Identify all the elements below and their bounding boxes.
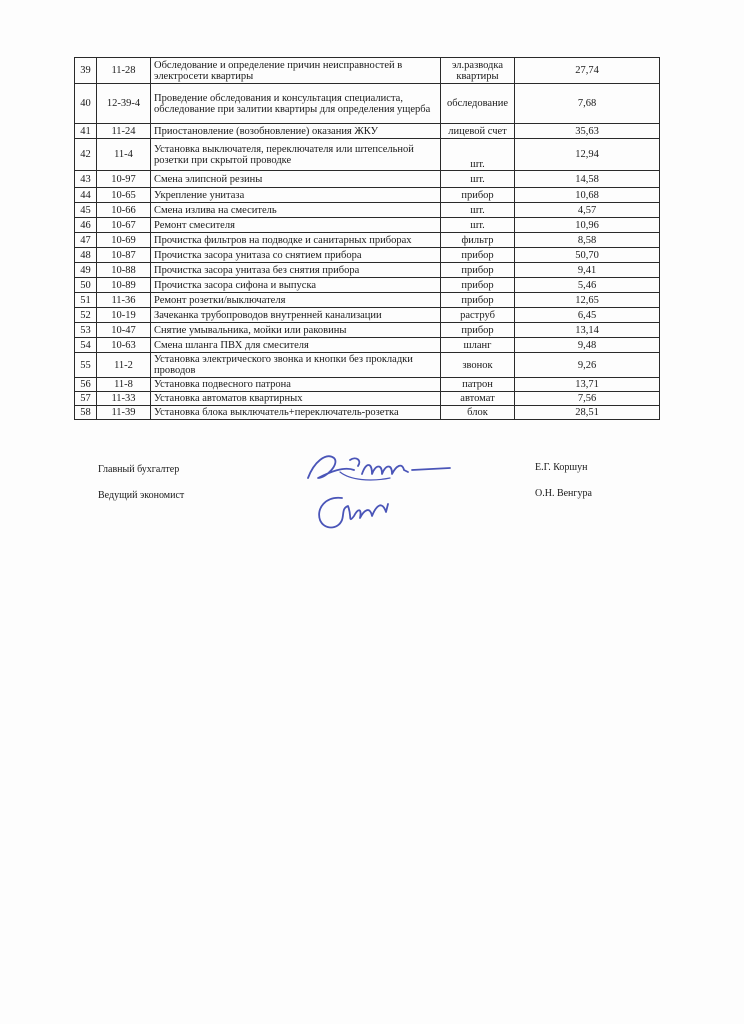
row-unit: обследование bbox=[441, 84, 515, 124]
row-number: 57 bbox=[75, 392, 97, 406]
table-row bbox=[75, 263, 660, 278]
chief-accountant-signature bbox=[300, 448, 460, 486]
row-unit: прибор bbox=[441, 263, 515, 278]
row-number: 50 bbox=[75, 278, 97, 293]
row-code: 12-39-4 bbox=[97, 84, 151, 124]
row-unit: прибор bbox=[441, 323, 515, 338]
table-row bbox=[75, 406, 660, 420]
row-number: 52 bbox=[75, 308, 97, 323]
row-code: 10-19 bbox=[97, 308, 151, 323]
row-price: 14,58 bbox=[515, 171, 660, 188]
row-code: 11-8 bbox=[97, 378, 151, 392]
row-price: 8,58 bbox=[515, 233, 660, 248]
row-code: 11-2 bbox=[97, 353, 151, 378]
row-service-name: Прочистка засора унитаза со снятием прибора bbox=[151, 248, 441, 263]
row-unit: звонок bbox=[441, 353, 515, 378]
row-number: 49 bbox=[75, 263, 97, 278]
row-price: 4,57 bbox=[515, 203, 660, 218]
table-row bbox=[75, 233, 660, 248]
row-service-name: Прочистка засора сифона и выпуска bbox=[151, 278, 441, 293]
row-service-name: Укрепление унитаза bbox=[151, 188, 441, 203]
table-row bbox=[75, 353, 660, 378]
table-row bbox=[75, 378, 660, 392]
row-number: 42 bbox=[75, 139, 97, 171]
economist-title: Ведущий экономист bbox=[98, 490, 185, 501]
price-table-body bbox=[75, 58, 660, 420]
row-number: 48 bbox=[75, 248, 97, 263]
chief-accountant-name: Е.Г. Коршун bbox=[535, 462, 588, 473]
chief-accountant-title: Главный бухгалтер bbox=[98, 464, 180, 475]
economist-signature bbox=[312, 490, 402, 538]
row-service-name: Установка выключателя, переключателя или штепсельной розетки при скрытой проводке bbox=[151, 139, 441, 171]
table-row bbox=[75, 248, 660, 263]
table-row bbox=[75, 171, 660, 188]
row-number: 43 bbox=[75, 171, 97, 188]
row-price: 50,70 bbox=[515, 248, 660, 263]
row-number: 39 bbox=[75, 58, 97, 84]
row-code: 11-39 bbox=[97, 406, 151, 420]
row-price: 9,48 bbox=[515, 338, 660, 353]
table-row bbox=[75, 84, 660, 124]
row-service-name: Снятие умывальника, мойки или раковины bbox=[151, 323, 441, 338]
row-price: 13,71 bbox=[515, 378, 660, 392]
row-service-name: Приостановление (возобновление) оказания ЖКУ bbox=[151, 124, 441, 139]
row-price: 13,14 bbox=[515, 323, 660, 338]
row-number: 55 bbox=[75, 353, 97, 378]
row-unit: раструб bbox=[441, 308, 515, 323]
table-row bbox=[75, 188, 660, 203]
row-code: 10-67 bbox=[97, 218, 151, 233]
row-price: 10,68 bbox=[515, 188, 660, 203]
row-service-name: Ремонт розетки/выключателя bbox=[151, 293, 441, 308]
row-number: 45 bbox=[75, 203, 97, 218]
row-unit: прибор bbox=[441, 188, 515, 203]
table-row bbox=[75, 278, 660, 293]
row-service-name: Обследование и определение причин неисправностей в электросети квартиры bbox=[151, 58, 441, 84]
table-row bbox=[75, 139, 660, 171]
row-unit: патрон bbox=[441, 378, 515, 392]
row-service-name: Установка автоматов квартирных bbox=[151, 392, 441, 406]
price-table bbox=[74, 57, 660, 420]
row-number: 47 bbox=[75, 233, 97, 248]
row-code: 10-97 bbox=[97, 171, 151, 188]
row-price: 5,46 bbox=[515, 278, 660, 293]
row-code: 10-69 bbox=[97, 233, 151, 248]
row-number: 41 bbox=[75, 124, 97, 139]
row-price: 12,94 bbox=[515, 139, 660, 171]
row-price: 35,63 bbox=[515, 124, 660, 139]
row-service-name: Проведение обследования и консультация специалиста, обследование при залитии квартиры для определения ущерба bbox=[151, 84, 441, 124]
table-row bbox=[75, 392, 660, 406]
row-service-name: Ремонт смесителя bbox=[151, 218, 441, 233]
row-unit: лицевой счет bbox=[441, 124, 515, 139]
row-price: 10,96 bbox=[515, 218, 660, 233]
row-unit: шланг bbox=[441, 338, 515, 353]
row-code: 10-47 bbox=[97, 323, 151, 338]
row-number: 46 bbox=[75, 218, 97, 233]
row-number: 54 bbox=[75, 338, 97, 353]
row-price: 9,41 bbox=[515, 263, 660, 278]
row-unit: автомат bbox=[441, 392, 515, 406]
row-unit: прибор bbox=[441, 248, 515, 263]
row-code: 10-65 bbox=[97, 188, 151, 203]
row-number: 56 bbox=[75, 378, 97, 392]
row-unit: шт. bbox=[441, 139, 515, 171]
row-service-name: Установка блока выключатель+переключатель-розетка bbox=[151, 406, 441, 420]
economist-name: О.Н. Венгура bbox=[535, 488, 592, 499]
row-price: 7,68 bbox=[515, 84, 660, 124]
row-code: 10-87 bbox=[97, 248, 151, 263]
row-service-name: Установка подвесного патрона bbox=[151, 378, 441, 392]
row-price: 9,26 bbox=[515, 353, 660, 378]
row-number: 40 bbox=[75, 84, 97, 124]
row-price: 12,65 bbox=[515, 293, 660, 308]
row-price: 6,45 bbox=[515, 308, 660, 323]
row-unit: прибор bbox=[441, 278, 515, 293]
row-code: 10-88 bbox=[97, 263, 151, 278]
row-unit: фильтр bbox=[441, 233, 515, 248]
table-row bbox=[75, 338, 660, 353]
row-service-name: Прочистка фильтров на подводке и санитарных приборах bbox=[151, 233, 441, 248]
table-row bbox=[75, 203, 660, 218]
row-unit: эл.разводка квартиры bbox=[441, 58, 515, 84]
row-unit: шт. bbox=[441, 218, 515, 233]
table-row bbox=[75, 293, 660, 308]
table-row bbox=[75, 323, 660, 338]
row-code: 10-63 bbox=[97, 338, 151, 353]
row-service-name: Смена шланга ПВХ для смесителя bbox=[151, 338, 441, 353]
row-code: 11-28 bbox=[97, 58, 151, 84]
row-code: 11-4 bbox=[97, 139, 151, 171]
row-service-name: Смена излива на смеситель bbox=[151, 203, 441, 218]
row-unit: блок bbox=[441, 406, 515, 420]
row-code: 10-66 bbox=[97, 203, 151, 218]
row-price: 7,56 bbox=[515, 392, 660, 406]
table-row bbox=[75, 308, 660, 323]
row-code: 11-24 bbox=[97, 124, 151, 139]
row-service-name: Зачеканка трубопроводов внутренней канализации bbox=[151, 308, 441, 323]
row-unit: прибор bbox=[441, 293, 515, 308]
row-unit: шт. bbox=[441, 203, 515, 218]
table-row bbox=[75, 58, 660, 84]
row-unit: шт. bbox=[441, 171, 515, 188]
row-price: 27,74 bbox=[515, 58, 660, 84]
table-row bbox=[75, 124, 660, 139]
row-price: 28,51 bbox=[515, 406, 660, 420]
row-number: 44 bbox=[75, 188, 97, 203]
row-code: 10-89 bbox=[97, 278, 151, 293]
row-service-name: Смена элипсной резины bbox=[151, 171, 441, 188]
row-number: 53 bbox=[75, 323, 97, 338]
row-number: 58 bbox=[75, 406, 97, 420]
row-service-name: Прочистка засора унитаза без снятия прибора bbox=[151, 263, 441, 278]
row-number: 51 bbox=[75, 293, 97, 308]
row-code: 11-33 bbox=[97, 392, 151, 406]
row-code: 11-36 bbox=[97, 293, 151, 308]
row-service-name: Установка электрического звонка и кнопки без прокладки проводов bbox=[151, 353, 441, 378]
table-row bbox=[75, 218, 660, 233]
